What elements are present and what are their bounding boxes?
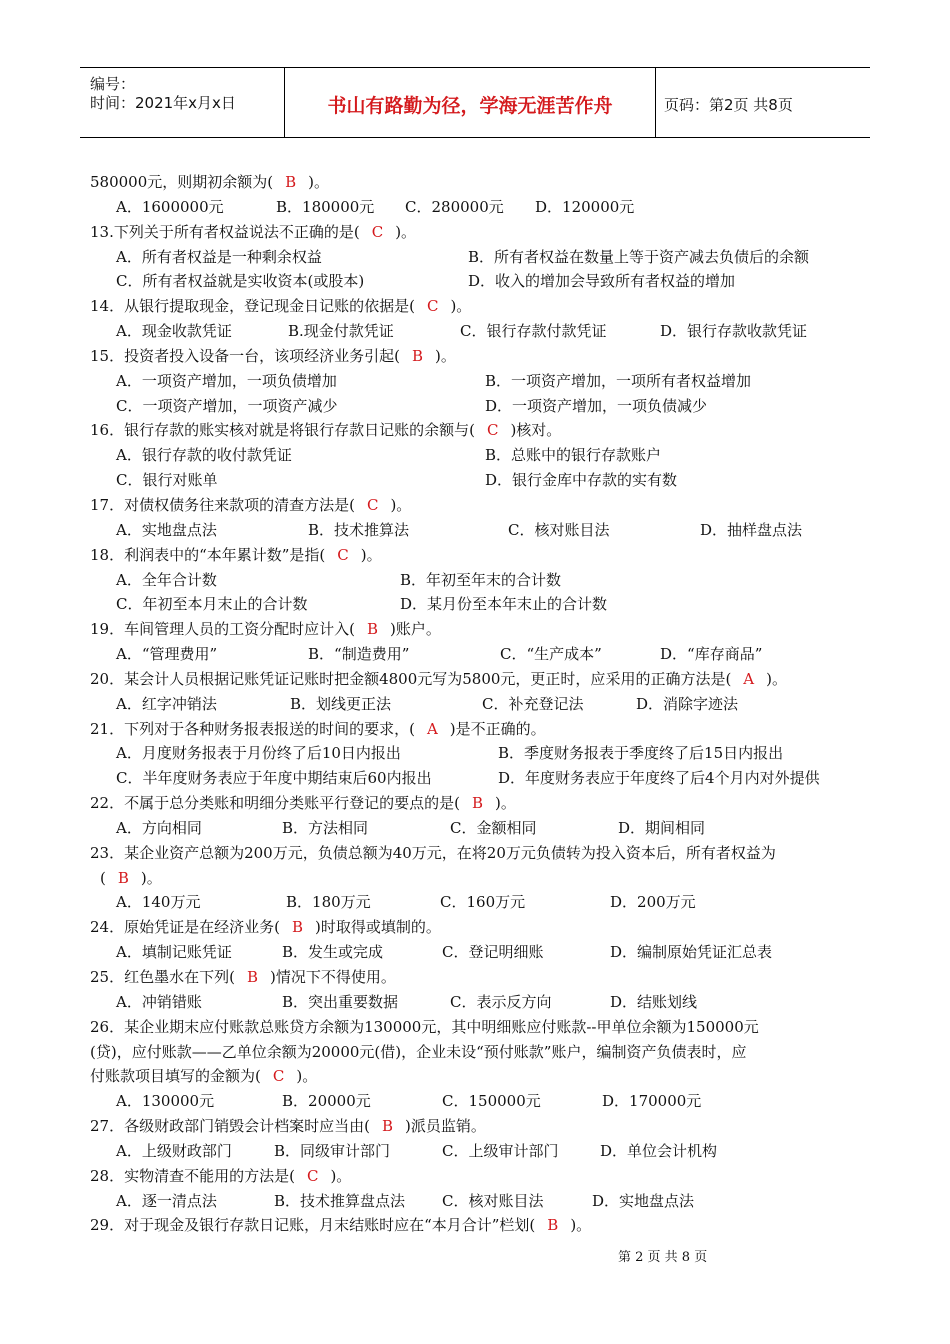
answer-mark: B: [381, 1117, 393, 1136]
answer-option: D．银行存款收款凭证: [660, 322, 808, 341]
answer-option: C．280000元: [405, 197, 504, 216]
answer-option: C．核对账目法: [508, 520, 610, 539]
question-line: [90, 1213, 870, 1238]
question-text: 20．某会计人员根据记账凭证记账时把金额4800元写为5800元，更正时，应采用的正确方法是(: [90, 669, 732, 688]
answer-option: D．年度财务表应于年度终了后4个月内对外提供: [498, 769, 820, 788]
answer-mark: B: [547, 1216, 559, 1235]
answer-option: A．“管理费用”: [116, 645, 218, 664]
option-line: [90, 766, 870, 791]
answer-option: C．表示反方向: [450, 992, 552, 1011]
question-text-end: )。: [450, 297, 472, 316]
answer-option: C．核对账目法: [442, 1191, 544, 1210]
answer-option: C．一项资产增加，一项资产减少: [116, 396, 338, 415]
answer-mark: C: [337, 545, 349, 564]
option-line: [90, 443, 870, 468]
answer-option: B．技术推算盘点法: [274, 1191, 406, 1210]
option-line: [90, 741, 870, 766]
option-line: [90, 195, 870, 220]
answer-option: A．130000元: [116, 1092, 215, 1111]
answer-option: C．银行对账单: [116, 471, 218, 490]
answer-option: A．现金收款凭证: [116, 322, 232, 341]
page-footer: 第 2 页 共 8 页: [618, 1250, 708, 1265]
answer-option: D．收入的增加会导致所有者权益的增加: [468, 272, 736, 291]
answer-mark: C: [426, 297, 439, 316]
question-text: 26．某企业期末应付账款总账贷方余额为130000元，其中明细账应付账款--甲单位余额为150000元: [90, 1017, 759, 1036]
answer-option: C．所有者权益就是实收资本(或股本): [116, 272, 365, 291]
option-line: [90, 592, 870, 617]
question-text-end: )派员监销。: [404, 1117, 486, 1136]
answer-option: C．160万元: [440, 893, 526, 912]
answer-option: A．月度财务报表于月份终了后10日内报出: [116, 744, 401, 763]
answer-option: B．突出重要数据: [282, 992, 399, 1011]
answer-mark: B: [285, 173, 297, 191]
question-line: [90, 791, 870, 816]
answer-mark: A: [426, 719, 438, 738]
answer-mark: B: [246, 968, 258, 986]
answer-option: B．技术推算法: [308, 520, 410, 539]
answer-option: A．140万元: [116, 893, 201, 912]
header-page-cell: [656, 68, 870, 137]
answer-option: A．全年合计数: [116, 570, 217, 589]
question-text-end: )情况下不得使用。: [269, 968, 396, 986]
answer-mark: B: [411, 346, 423, 365]
answer-option: D．单位会计机构: [600, 1141, 718, 1160]
answer-option: B．划线更正法: [290, 694, 392, 713]
header-motto-cell: [285, 68, 656, 137]
question-line: [90, 1114, 870, 1139]
question-line: [90, 294, 870, 319]
answer-option: D．一项资产增加，一项负债减少: [485, 396, 708, 415]
question-text-end: )。: [766, 669, 787, 688]
question-text-end: )是不正确的。: [449, 719, 546, 738]
question-text: 21．下列对于各种财务报表报送的时间的要求，(: [90, 719, 415, 738]
answer-option: D．120000元: [535, 197, 635, 216]
option-line: [90, 692, 870, 717]
option-line: [90, 269, 870, 294]
answer-option: B．同级审计部门: [274, 1141, 391, 1160]
option-line: [90, 394, 870, 419]
answer-option: B．季度财务报表于季度终了后15日内报出: [498, 744, 784, 763]
question-line: [90, 1164, 870, 1189]
answer-option: C．登记明细账: [442, 943, 544, 962]
question-text-end: )。: [390, 495, 412, 514]
header-page-number: 页码：第2页 共8页: [664, 96, 793, 114]
answer-option: C．补充登记法: [482, 694, 584, 713]
option-line: [90, 468, 870, 493]
question-line: [90, 1064, 870, 1089]
question-text: 15．投资者投入设备一台，该项经济业务引起(: [90, 346, 400, 365]
answer-option: A．银行存款的收付款凭证: [116, 446, 292, 465]
answer-option: A．一项资产增加，一项负债增加: [116, 371, 337, 390]
answer-option: A．上级财政部门: [116, 1141, 232, 1160]
question-text-end: )。: [395, 222, 417, 241]
answer-option: D．消除字迹法: [636, 694, 739, 713]
answer-option: D．结账划线: [610, 992, 698, 1011]
option-line: [90, 1139, 870, 1164]
page-header: [80, 67, 870, 138]
answer-option: B．20000元: [282, 1092, 371, 1111]
answer-option: B．180万元: [286, 893, 371, 912]
question-line: [90, 1040, 870, 1065]
answer-option: B．所有者权益在数量上等于资产减去负债后的余额: [468, 247, 810, 266]
answer-mark: C: [306, 1166, 319, 1185]
question-line: [90, 418, 870, 443]
question-text-end: )。: [308, 173, 330, 191]
question-text: 16．银行存款的账实核对就是将银行存款日记账的余额与(: [90, 421, 475, 440]
question-line: [90, 717, 870, 742]
answer-option: B.现金付款凭证: [288, 322, 394, 341]
answer-option: C．150000元: [442, 1092, 541, 1111]
answer-option: A．实地盘点法: [116, 520, 217, 539]
question-line: [90, 344, 870, 369]
option-line: [90, 1189, 870, 1214]
question-text-end: )。: [330, 1166, 352, 1185]
question-line: [90, 841, 870, 866]
question-text-end: )。: [360, 545, 382, 564]
option-line: [90, 568, 870, 593]
answer-option: B．总账中的银行存款账户: [485, 446, 662, 465]
answer-option: B．“制造费用”: [308, 645, 410, 664]
answer-option: B．方法相同: [282, 818, 369, 837]
option-line: [90, 890, 870, 915]
document-time-label: 时间：2021年x月x日: [90, 94, 236, 112]
question-text: 25．红色墨水在下列(: [90, 968, 235, 986]
answer-option: D．实地盘点法: [592, 1191, 695, 1210]
question-line: [90, 617, 870, 642]
answer-option: A．所有者权益是一种剩余权益: [116, 247, 322, 266]
answer-option: A．逐一清点法: [116, 1191, 217, 1210]
answer-option: C．金额相同: [450, 818, 537, 837]
answer-option: B．180000元: [276, 197, 375, 216]
question-text-end: )时取得或填制的。: [314, 918, 441, 937]
answer-option: D．编制原始凭证汇总表: [610, 943, 773, 962]
question-line: [90, 915, 870, 940]
question-text: 18．利润表中的“本年累计数”是指(: [90, 545, 326, 564]
question-text: 24．原始凭证是在经济业务(: [90, 918, 280, 937]
answer-option: A．填制记账凭证: [116, 943, 232, 962]
question-text-end: )账户。: [389, 620, 441, 639]
question-text: (: [100, 868, 106, 887]
question-text: 23．某企业资产总额为200万元，负债总额为40万元，在将20万元负债转为投入资本后，所有者权益为: [90, 843, 776, 862]
answer-mark: B: [471, 794, 483, 813]
question-text-end: )。: [494, 794, 516, 813]
question-text: 19．车间管理人员的工资分配时应计入(: [90, 620, 355, 639]
answer-option: A．红字冲销法: [116, 694, 217, 713]
question-text: 22．不属于总分类账和明细分类账平行登记的要点的是(: [90, 794, 460, 813]
question-text-end: )。: [434, 346, 456, 365]
answer-mark: C: [272, 1067, 285, 1086]
question-text-end: )。: [296, 1067, 318, 1086]
answer-option: C．“生产成本”: [500, 645, 602, 664]
question-text: 580000元，则期初余额为(: [90, 173, 274, 191]
answer-option: D．“库存商品”: [660, 645, 763, 664]
question-text: 27．各级财政部门销毁会计档案时应当由(: [90, 1117, 370, 1136]
answer-option: A．1600000元: [116, 197, 224, 216]
header-info-cell: [80, 68, 285, 137]
question-text: (贷)，应付账款——乙单位余额为20000元(借)，企业未设“预付账款”账户，编制资产负债表时，应: [90, 1042, 747, 1061]
answer-option: D．某月份至本年末止的合计数: [400, 595, 608, 614]
question-text: 13.下列关于所有者权益说法不正确的是(: [90, 222, 360, 241]
answer-option: D．期间相同: [618, 818, 706, 837]
question-line: [90, 493, 870, 518]
answer-mark: B: [366, 620, 378, 639]
option-line: [90, 940, 870, 965]
question-line: [90, 1015, 870, 1040]
answer-option: B．一项资产增加，一项所有者权益增加: [485, 371, 752, 390]
question-content: [90, 170, 870, 1238]
answer-option: D．200万元: [610, 893, 696, 912]
answer-mark: C: [371, 222, 384, 241]
question-text: 付账款项目填写的金额为(: [90, 1067, 261, 1086]
answer-mark: C: [486, 421, 499, 440]
question-text-end: )。: [140, 868, 162, 887]
question-line: [90, 866, 870, 891]
option-line: [90, 369, 870, 394]
document-number-label: 编号：: [90, 75, 136, 93]
question-text: 17．对债权债务往来款项的清查方法是(: [90, 495, 355, 514]
option-line: [90, 518, 870, 543]
question-text-end: )。: [570, 1216, 592, 1235]
option-line: [90, 816, 870, 841]
answer-mark: A: [743, 669, 755, 688]
answer-mark: C: [366, 495, 379, 514]
answer-option: D．银行金库中存款的实有数: [485, 471, 678, 490]
header-motto: 书山有路勤为径，学海无涯苦作舟: [327, 95, 613, 117]
answer-option: C．上级审计部门: [442, 1141, 559, 1160]
question-line: [90, 220, 870, 245]
answer-option: C．年初至本月末止的合计数: [116, 595, 308, 614]
option-line: [90, 990, 870, 1015]
question-text-end: )核对。: [510, 421, 562, 440]
answer-mark: B: [291, 918, 303, 937]
option-line: [90, 245, 870, 270]
question-line: [90, 543, 870, 568]
option-line: [90, 1089, 870, 1114]
question-text: 14．从银行提取现金，登记现金日记账的依据是(: [90, 297, 415, 316]
question-line: [90, 965, 870, 990]
answer-option: D．170000元: [602, 1092, 702, 1111]
answer-option: B．年初至年末的合计数: [400, 570, 562, 589]
answer-option: A．冲销错账: [116, 992, 202, 1011]
question-text: 28．实物清查不能用的方法是(: [90, 1166, 295, 1185]
option-line: [90, 642, 870, 667]
answer-option: D．抽样盘点法: [700, 520, 803, 539]
question-line: [90, 170, 870, 195]
question-line: [90, 667, 870, 692]
answer-option: C．半年度财务表应于年度中期结束后60内报出: [116, 769, 432, 788]
answer-mark: B: [117, 868, 129, 887]
answer-option: B．发生或完成: [282, 943, 384, 962]
answer-option: A．方向相同: [116, 818, 202, 837]
option-line: [90, 319, 870, 344]
answer-option: C．银行存款付款凭证: [460, 322, 607, 341]
question-text: 29．对于现金及银行存款日记账，月末结账时应在“本月合计”栏划(: [90, 1216, 536, 1235]
